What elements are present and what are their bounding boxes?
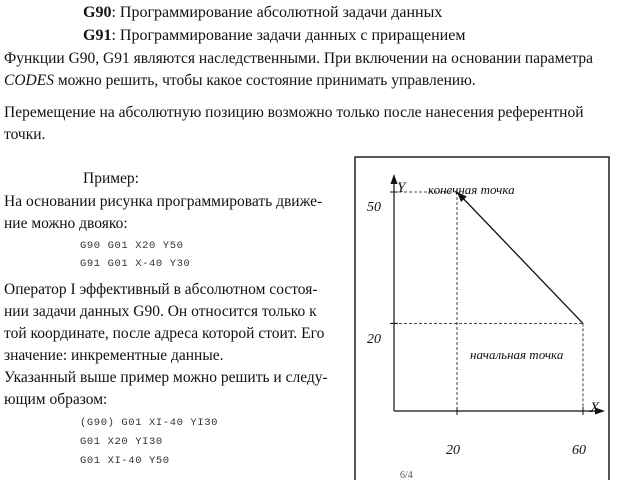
operator-line-1: Оператор I эффективный в абсолютном состоя-: [4, 281, 318, 298]
operator-line-4: значение: инкрементные данные.: [4, 347, 224, 364]
g90-code: G90: [83, 4, 112, 21]
g90-description: : Программирование абсолютной задачи данных: [111, 4, 443, 21]
example-desc-1: На основании рисунка программировать движе-: [4, 193, 323, 210]
x-tick-60: 60: [572, 443, 586, 458]
code-line-4: G01 X20 YI30: [80, 436, 163, 448]
end-point-label: конечная точка: [428, 182, 515, 197]
example-desc-2: ние можно двояко:: [4, 215, 128, 232]
intro-line-3: Перемещение на абсолютную позицию возможно только после нанесения референтной: [4, 104, 584, 121]
figure-footer: 6/4: [400, 470, 413, 481]
trajectory-marks: [390, 192, 583, 415]
code-line-3: (G90) G01 XI-40 YI30: [80, 417, 219, 429]
example-title: Пример:: [83, 170, 139, 187]
x-axis-label: X: [590, 400, 600, 416]
operator-line-3: той координате, после адреса которой стоит. Его: [4, 325, 325, 342]
intro-line-2: [4, 72, 476, 90]
code-line-2: G91 G01 X-40 Y30: [80, 258, 191, 270]
start-point-label: начальная точка: [470, 347, 564, 362]
y-tick-50: 50: [367, 200, 381, 215]
trajectory-figure: [354, 156, 610, 480]
g91-description: : Программирование задачи данных с приращением: [111, 27, 466, 44]
trajectory-line: [457, 192, 583, 323]
y-axis-label: Y: [397, 180, 406, 196]
x-tick-20: 20: [446, 443, 460, 458]
intro-line-2-text: можно решить, чтобы какое состояние принимать управлению.: [53, 72, 476, 89]
intro-line-4: точки.: [4, 126, 46, 143]
figure-frame: [355, 157, 609, 480]
heading-g90: [83, 4, 442, 22]
g91-code: G91: [83, 27, 112, 44]
code-line-5: G01 XI-40 Y50: [80, 455, 170, 467]
intro-line-1: Функции G90, G91 являются наследственными. При включении на основании параметра: [4, 50, 593, 67]
codes-parameter: CODES: [4, 72, 54, 89]
operator-line-2: нии задачи данных G90. Он относится только к: [4, 303, 317, 320]
heading-g91: [83, 27, 465, 45]
alt-line-2: ющим образом:: [4, 391, 108, 408]
alt-line-1: Указанный выше пример можно решить и следу-: [4, 369, 328, 386]
code-line-1: G90 G01 X20 Y50: [80, 240, 184, 252]
y-tick-20: 20: [367, 332, 381, 347]
